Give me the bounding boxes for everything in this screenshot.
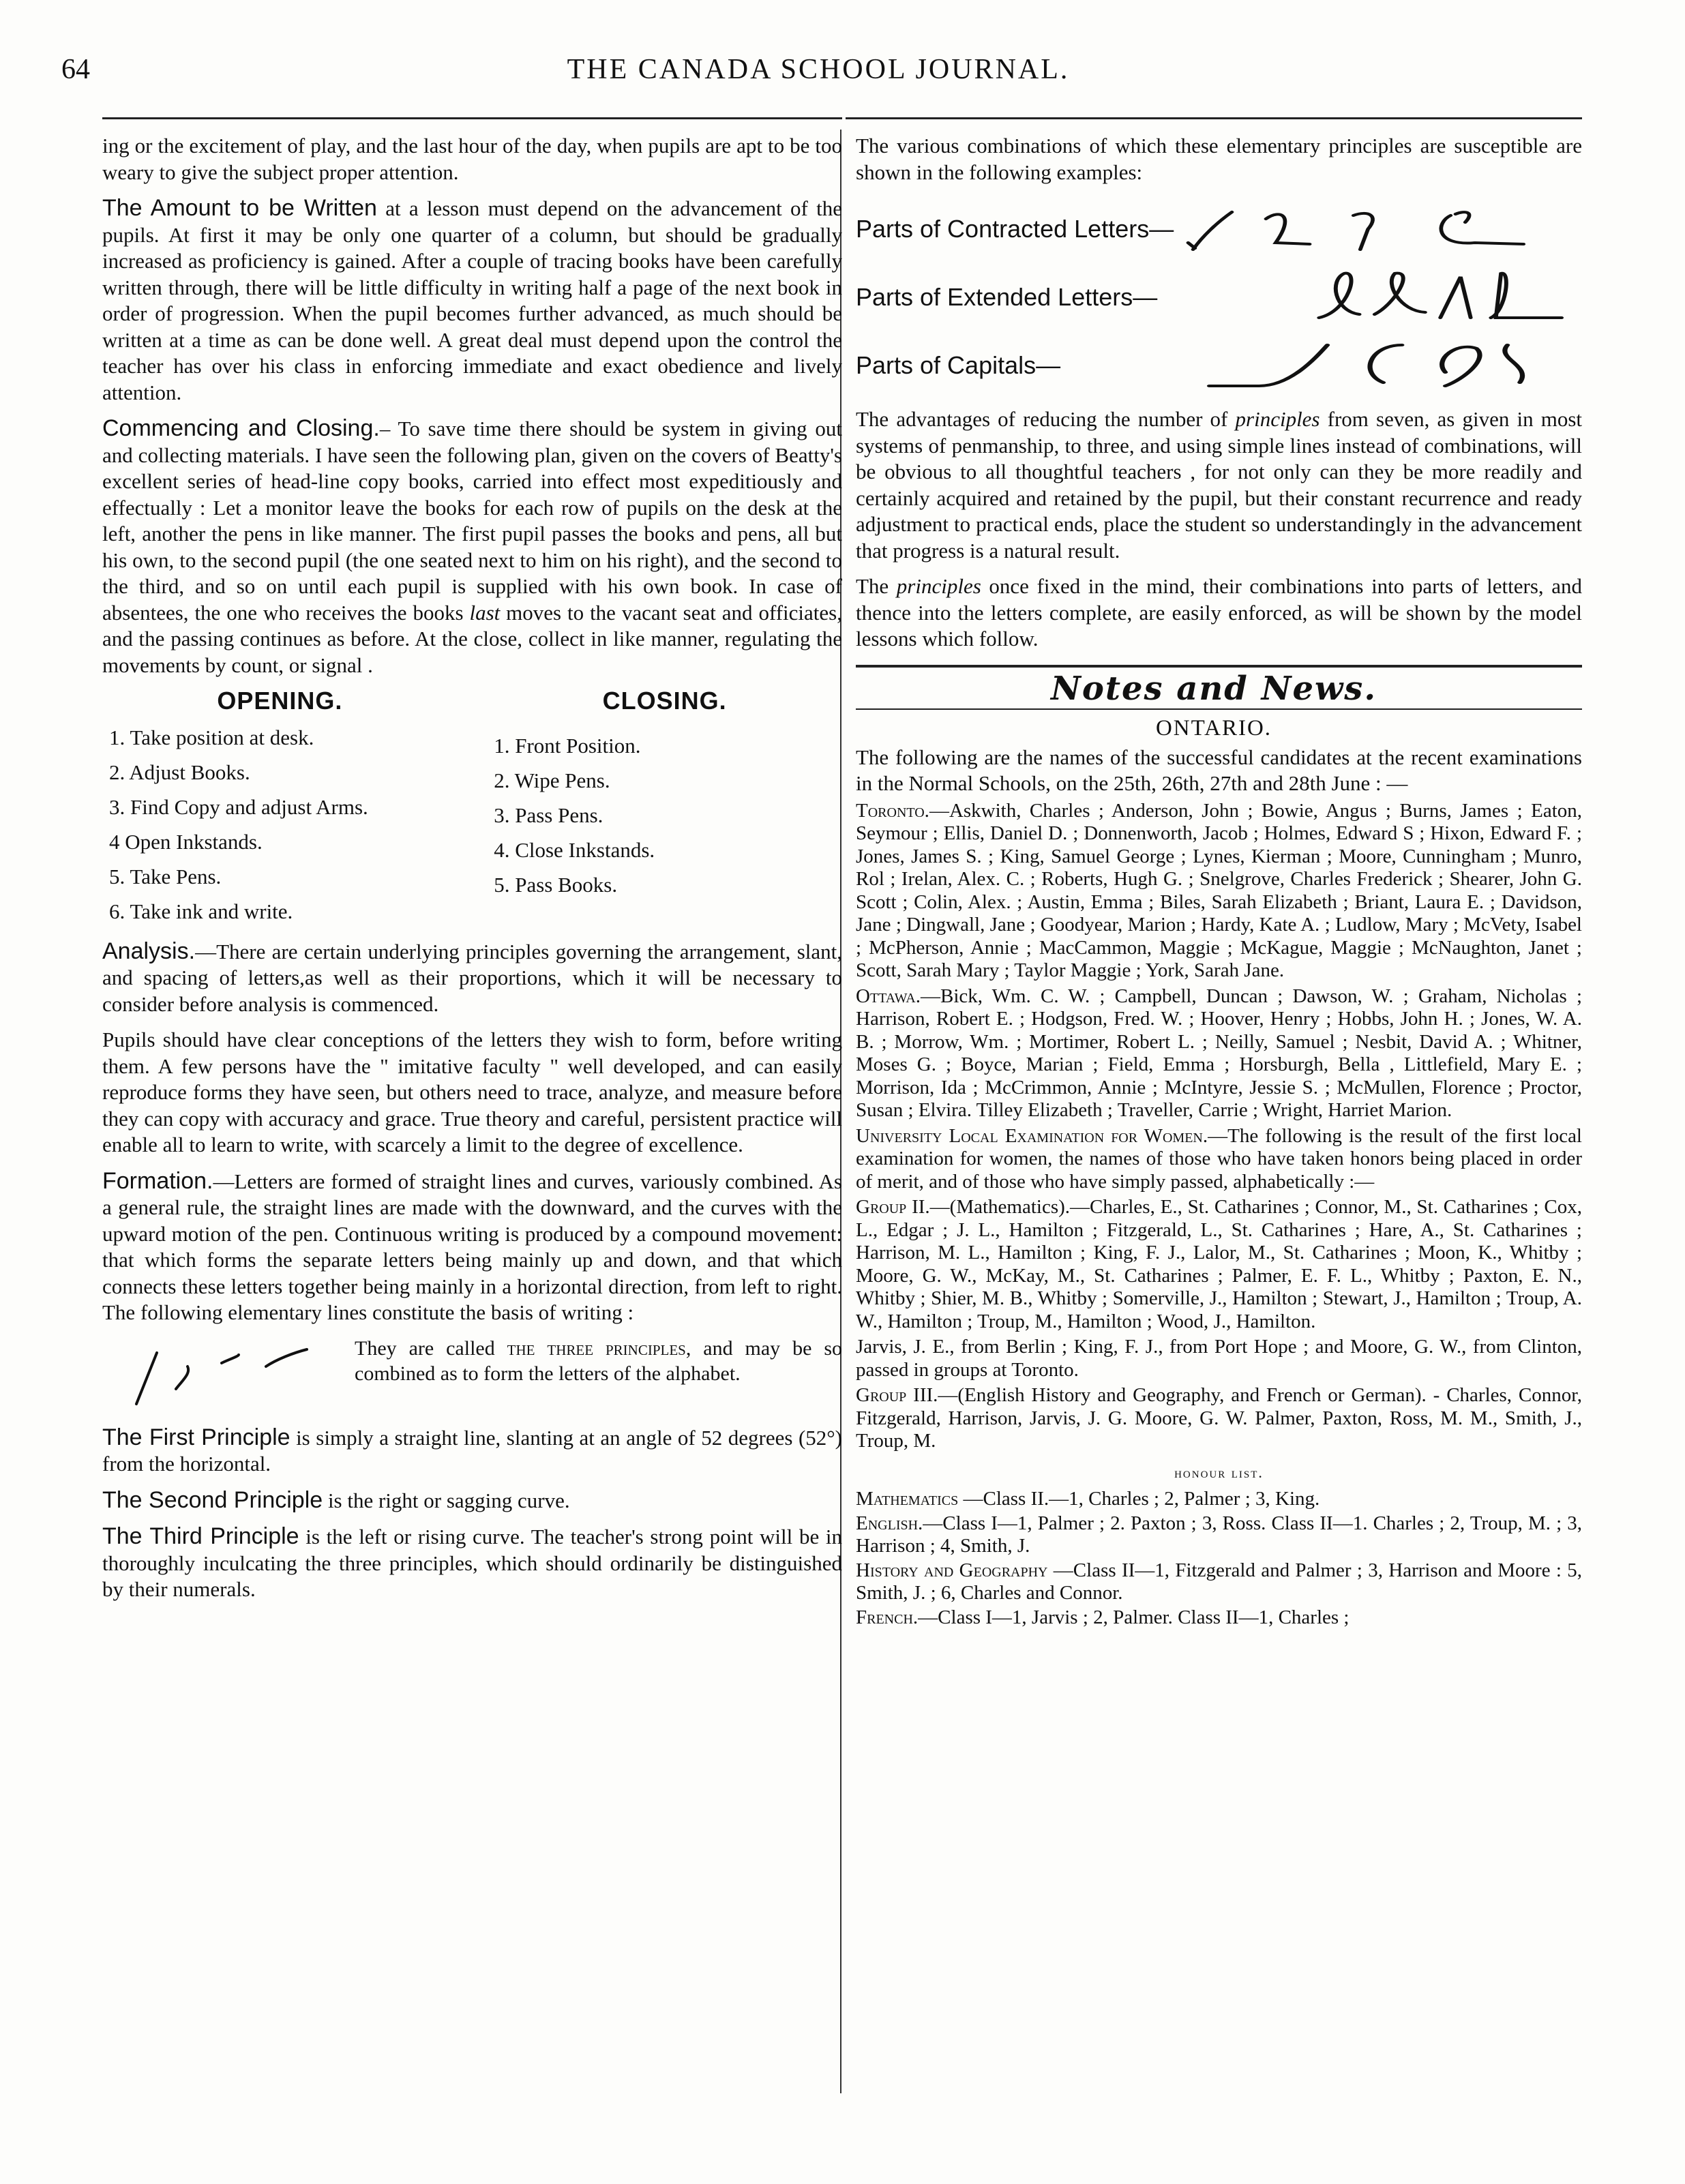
- capitals-label: Parts of Capitals—: [856, 350, 1061, 379]
- principles-fixed-paragraph: [856, 573, 1582, 653]
- header-rule-right: [846, 117, 1582, 119]
- extended-label: Parts of Extended Letters—: [856, 282, 1158, 311]
- third-principle-paragraph: [102, 1523, 842, 1603]
- opening-heading: OPENING.: [217, 687, 343, 715]
- ottawa-paragraph: [856, 985, 1582, 1122]
- ontario-heading: ONTARIO.: [1155, 716, 1272, 741]
- group3-paragraph: [856, 1384, 1582, 1453]
- second-principle-text: is the right or sagging curve.: [323, 1488, 570, 1512]
- history-heading: History and Geography: [856, 1559, 1048, 1581]
- left-column: [102, 133, 842, 1613]
- toronto-heading: Toronto.: [856, 799, 929, 822]
- extended-row: [856, 263, 1582, 331]
- amount-paragraph: [102, 195, 842, 406]
- ontario-intro: The following are the names of the successful candidates at the recent examinations in the Normal Schools, on the 25th, 26th, 27th and 28th June : —: [856, 745, 1582, 795]
- first-principle-text: is simply a straight line, slanting at an angle of 52 degrees (52°) from the horizontal.: [102, 1425, 842, 1476]
- notes-rule-bottom: [856, 708, 1582, 710]
- third-principle-text: is the left or rising curve. The teacher's strong point will be in thoroughly inculcating the three principles, which should ordinarily be distinguished by their numerals.: [102, 1525, 842, 1601]
- right-column: [846, 133, 1582, 1630]
- combinations-intro: The various combinations of which these elementary principles are susceptible are shown in the following examples:: [856, 134, 1582, 184]
- opening-closing-lists: [102, 688, 842, 929]
- closing-item: 3. Pass Pens.: [494, 803, 603, 827]
- fixed-text-2: once fixed in the mind, their combinations into parts of letters, and thence into the letters complete, are easily enforced, as will be shown by the model lessons which follow.: [856, 574, 1582, 650]
- fixed-principles: principles: [896, 574, 981, 598]
- university-text: —The following is the result of the first local examination for women, the names of those who have taken honors being placed in order of merit, and of those who have simply passed, alphabetically :—: [856, 1124, 1582, 1193]
- principles-block: [102, 1336, 842, 1418]
- analysis-text: —There are certain underlying principles governing the arrangement, slant, and spacing of letters,as well as their proportions, which it will be necessary to consider before analysis is commenced.: [102, 939, 842, 1016]
- analysis-paragraph: [102, 938, 842, 1018]
- jarvis-paragraph: Jarvis, J. E., from Berlin ; King, F. J., from Port Hope ; and Moore, G. W., from Clinton, passed in groups at Toronto.: [856, 1336, 1582, 1381]
- closing-item: 4. Close Inkstands.: [494, 837, 655, 862]
- page-number: 64: [61, 54, 90, 85]
- french-heading: French.: [856, 1606, 919, 1628]
- group2-paragraph: [856, 1196, 1582, 1333]
- mathematics-text: —Class II.—1, Charles ; 2, Palmer ; 3, King.: [958, 1488, 1320, 1510]
- three-principles-strokes-image: [102, 1336, 355, 1418]
- toronto-text: —Askwith, Charles ; Anderson, John ; Bowie, Angus ; Burns, James ; Eaton, Seymour ; Ellis, Daniel D. ; Donnenworth, Jacob ; Holmes, Edward S ; Hixon, Edward F. ; Jones, James S. ; King, Samuel George ; Lynes, Kierman ; Moore, Cunningham ; Munro, Rol ; Irelan, Alex. C. ; Roberts, Hugh G. ; Snelgrove, Charles Frederick ; Shearer, John G. Scott ; Colin, Alex. ; Austin, Emma ; Biles, Sarah Elizabeth ; Briant, Laura E. ; Davidson, Jane ; Dingwall, Jane ; Goodyear, Marion ; Hardy, Kate A. ; Ludlow, Mary ; McVety, Isabel ; McPherson, Annie ; MacCammon, Maggie ; McKague, Maggie ; McNaughton, Janet ; Scott, Sarah Mary ; Taylor Maggie ; York, Sarah Jane.: [856, 799, 1582, 981]
- group2-text: —(Mathematics).—Charles, E., St. Catharines ; Connor, M., St. Catharines ; Cox, L., Edgar ; J. L., Hamilton ; Fitzgerald, L., St. Catharines ; Hare, A., St. Catharines ; Harrison, M. L., Hamilton ; King, F. J., Lalor, M., St. Catharines ; Moon, K., Whitby ; Moore, G. W., McKay, M., St. Catharines ; Palmer, E. F. L., Whitby ; Paxton, E. N., Whitby ; Shier, M. B., Whitby ; Somerville, J., Hamilton ; Stewart, J., Hamilton ; Troup, A. W., Hamilton ; Troup, M., Hamilton ; Wood, J., Hamilton.: [856, 1196, 1582, 1332]
- opening-item: 2. Adjust Books.: [109, 760, 250, 784]
- principles-text-1: They are called: [355, 1336, 507, 1360]
- fixed-text-1: The: [856, 574, 897, 598]
- english-heading: English.: [856, 1512, 923, 1534]
- closing-list: [487, 688, 842, 929]
- french-text: —Class I—1, Jarvis ; 2, Palmer. Class II—1, Charles ;: [918, 1606, 1350, 1628]
- opening-item: 5. Take Pens.: [109, 864, 222, 888]
- group2-heading: Group II.: [856, 1196, 930, 1218]
- commencing-paragraph: [102, 415, 842, 678]
- journal-title: THE CANADA SCHOOL JOURNAL.: [567, 54, 1070, 85]
- amount-text: at a lesson must depend on the advancement of the pupils. At first it may be only one quarter of a column, but should be gradually increased as proficiency is gained. After a couple of tracing books have been carefully written through, there will be little difficulty in writing half a page of the next book in order of progression. When the pupil becomes further advanced, as much should be written at a time as can be done well. A great deal must depend upon the control the teacher has over his class in enforcing immediate and exact obedience and lively attention.: [102, 196, 842, 404]
- formation-heading: Formation.: [102, 1167, 213, 1194]
- university-paragraph: [856, 1125, 1582, 1194]
- honour-list-heading: honour list.: [1174, 1463, 1264, 1481]
- analysis-heading: Analysis.: [102, 938, 196, 964]
- news-body: [856, 800, 1582, 1630]
- group3-text: —(English History and Geography, and French or German). - Charles, Connor, Fitzgerald, Harrison, Jarvis, J. G. Moore, G. W. Palmer, Paxton, Ross, M. M., Smith, J., Troup, M.: [856, 1384, 1582, 1452]
- principles-text: [355, 1336, 842, 1386]
- closing-item: 1. Front Position.: [494, 733, 641, 758]
- opening-list: [102, 688, 458, 929]
- first-principle-heading: The First Principle: [102, 1424, 290, 1450]
- notes-and-news-title: Notes and News.: [1050, 669, 1377, 708]
- principles-text-2: , and may be so combined as to form the letters of the alphabet.: [355, 1336, 842, 1385]
- french-paragraph: [856, 1606, 1582, 1630]
- commencing-text-1: – To save time there should be system in giving out and collecting materials. I have seen the following plan, given on the covers of Beatty's excellent series of head-line copy books, carried into effect most expeditiously and effectually : Let a monitor leave the books for each row of pupils on the desk at the left, another the pens in like manner. The first pupil passes the books and pens, all but his own, to the second pupil (the one seated next to him on his right), and the second to the third, and so on until each pupil is supplied with his own book. In case of absentees, the one who receives the books: [102, 417, 842, 625]
- history-text: —Class II—1, Fitzgerald and Palmer ; 3, Harrison and Moore : 5, Smith, J. ; 6, Charles and Connor.: [856, 1559, 1583, 1604]
- opening-item: 6. Take ink and write.: [109, 899, 293, 923]
- english-paragraph: [856, 1512, 1582, 1558]
- page-header: [61, 53, 1575, 101]
- second-principle-heading: The Second Principle: [102, 1486, 323, 1513]
- closing-item: 5. Pass Books.: [494, 872, 618, 897]
- commencing-text-2: moves to the vacant seat and officiates, and the passing continues as before. At the close, collect in like manner, regulating the movements by count, or signal .: [102, 600, 842, 677]
- contracted-letters-handwriting-image: [1174, 195, 1582, 263]
- group3-heading: Group III.: [856, 1384, 938, 1406]
- advantages-paragraph: [856, 406, 1582, 564]
- history-paragraph: [856, 1559, 1582, 1605]
- continued-paragraph: ing or the excitement of play, and the last hour of the day, when pupils are apt to be too weary to give the subject proper attention.: [102, 134, 842, 184]
- opening-item: 4 Open Inkstands.: [109, 829, 263, 854]
- capitals-handwriting-image: [1060, 331, 1582, 400]
- mathematics-heading: Mathematics: [856, 1488, 959, 1510]
- ottawa-text: —Bick, Wm. C. W. ; Campbell, Duncan ; Dawson, W. ; Graham, Nicholas ; Harrison, Robert E. ; Hodgson, Fred. W. ; Hoover, Henry ; Hobbs, John H. ; Jones, W. A. B. ; Morrow, Wm. ; Mortimer, Robert L. ; Neilly, Samuel ; Nesbit, David A. ; Whitner, Moses G. ; Boyce, Marian ; Field, Emma ; Horsburgh, Bella , Littlefield, Mary E. ; Morrison, Ida ; McCrimmon, Annie ; McIntyre, Jessie S. ; McMullen, Florence ; Proctor, Susan ; Elvira. Tilley Elizabeth ; Traveller, Carrie ; Wright, Harriet Marion.: [856, 985, 1582, 1121]
- formation-paragraph: [102, 1168, 842, 1326]
- notes-rule-top: [856, 665, 1582, 668]
- opening-item: 3. Find Copy and adjust Arms.: [109, 794, 368, 819]
- principles-smallcaps: the three principles: [507, 1336, 686, 1360]
- toronto-paragraph: [856, 800, 1582, 983]
- ottawa-heading: Ottawa.: [856, 985, 921, 1007]
- closing-item: 2. Wipe Pens.: [494, 768, 610, 792]
- commencing-heading: Commencing and Closing.: [102, 415, 380, 441]
- advantages-text-1: The advantages of reducing the number of: [856, 407, 1236, 431]
- contracted-row: [856, 195, 1582, 263]
- commencing-last: last: [469, 600, 501, 625]
- university-heading: University Local Examination for Women.: [856, 1124, 1208, 1147]
- second-principle-paragraph: [102, 1487, 842, 1514]
- contracted-label: Parts of Contracted Letters—: [856, 214, 1174, 243]
- formation-text: —Letters are formed of straight lines and curves, variously combined. As a general rule, the straight lines are made with the downward, and the curves with the upward motion of the pen. Continuous writing is produced by a compound movement: that which forms the separate letters being mainly up and down, and that which connects these letters together being mainly in a horizontal direction, from left to right. The following elementary lines constitute the basis of writing :: [102, 1169, 842, 1324]
- capitals-row: [856, 331, 1582, 400]
- mathematics-paragraph: [856, 1488, 1582, 1511]
- english-text: —Class I—1, Palmer ; 2. Paxton ; 3, Ross. Class II—1. Charles ; 2, Troup, M. ; 3, Harrison ; 4, Smith, J.: [856, 1512, 1582, 1557]
- extended-letters-handwriting-image: [1157, 263, 1582, 331]
- advantages-principles: principles: [1235, 407, 1320, 431]
- advantages-text-2: from seven, as given in most systems of penmanship, to three, and using simple lines instead of combinations, will be obvious to all thoughtful teachers , for not only can they be more readily and certainly acquired and retained by the pupil, but their constant recurrence and ready adjustment to practical ends, place the student so understandingly in the advancement that progress is a natural result.: [856, 407, 1582, 563]
- third-principle-heading: The Third Principle: [102, 1523, 299, 1549]
- pupils-paragraph: Pupils should have clear conceptions of the letters they wish to form, before writing them. A few persons have the " imitative faculty " well developed, and can easily reproduce forms they have seen, but others need to trace, analyze, and measure before they can copy with accuracy and grace. True theory and careful, persistent practice will enable all to learn to write, with scarcely a limit to the degree of excellence.: [102, 1028, 842, 1156]
- header-rule-left: [102, 117, 842, 119]
- opening-item: 1. Take position at desk.: [109, 725, 314, 749]
- amount-heading: The Amount to be Written: [102, 195, 377, 221]
- first-principle-paragraph: [102, 1424, 842, 1478]
- closing-heading: CLOSING.: [602, 687, 727, 715]
